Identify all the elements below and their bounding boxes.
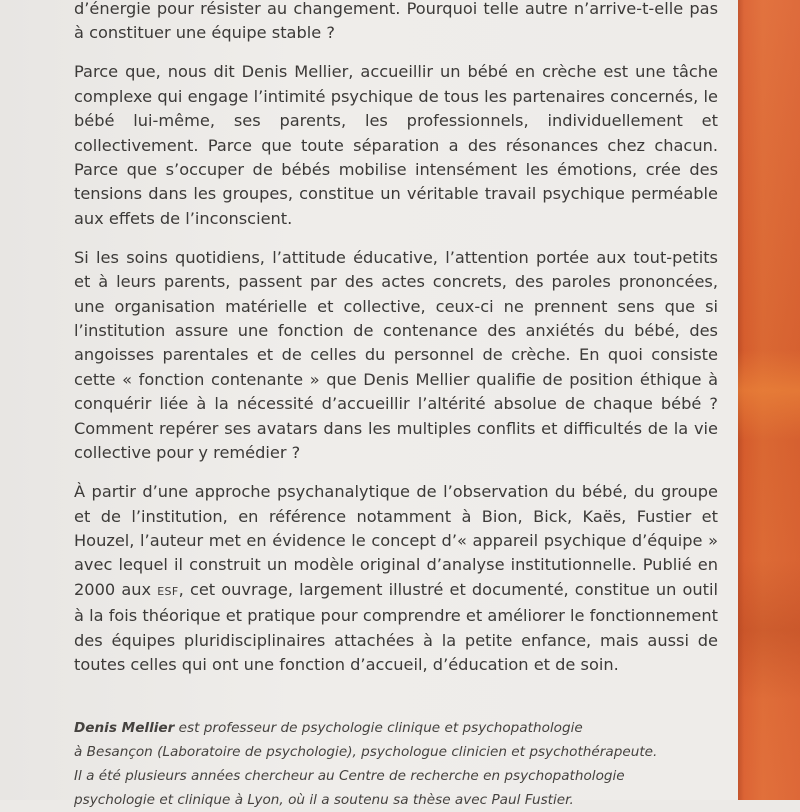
author-name: Denis Mellier bbox=[74, 720, 175, 736]
blurb-text bbox=[74, 0, 718, 692]
paragraph-4-part-1: À partir d’une approche psychanalytique de l’observation du bébé, du groupe et de l’institution, en référence notamment à Bion, Bick, Kaës, Fustier et Houzel, l’auteur met en évidence le concept d’« appareil psychique d’équipe » avec lequel il construit un modèle original d’analyse institutionnelle. Publié en 2000 aux bbox=[74, 482, 718, 599]
paragraph-4 bbox=[74, 480, 718, 677]
paragraph-2: Parce que, nous dit Denis Mellier, accueillir un bébé en crèche est une tâche complexe qui engage l’intimité psychique de tous les partenaires concernés, le bébé lui-même, ses parents, les professionnels, individuellement et collectivement. Parce que toute séparation a des résonances chez chacun. Parce que s’occuper de bébés mobilise intensément les émotions, crée des tensions dans les groupes, constitue un véritable travail psychique perméable aux effets de l’inconscient. bbox=[74, 62, 718, 228]
orange-cover-band bbox=[738, 0, 800, 800]
paragraph-3: Si les soins quotidiens, l’attitude éducative, l’attention portée aux tout-petits et à leurs parents, passent par des actes concrets, des paroles prononcées, une organisation matérielle et collective, ceux-ci ne prennent sens que si l’institution assure une fonction de contenance des anxiétés du bébé, des angoisses parentales et de celles du personnel de crèche. En quoi consiste cette « fonction contenante » que Denis Mellier qualifie de position éthique à conquérir liée à la nécessité d’accueillir l’altérité absolue de chaque bébé ? Comment repérer ses avatars dans les multiples conflits et difficultés de la vie collective pour y remédier ? bbox=[74, 247, 718, 463]
author-bio-line-3: Il a été plusieurs années chercheur au Centre de recherche en psychopathologie bbox=[74, 768, 625, 784]
paragraph-4-part-2: , cet ouvrage, largement illustré et documenté, constitue un outil à la fois théorique et pratique pour comprendre et améliorer le fonctionnement des équipes pluridisciplinaires attachées à la petite enfance, mais aussi de toutes celles qui ont une fonction d’accueil, d’éducation et de soin. bbox=[74, 579, 718, 674]
paragraph-1: d’énergie pour résister au changement. Pourquoi telle autre n’arrive-t-elle pas à constituer une équipe stable ? bbox=[74, 0, 718, 43]
band-dark-stripe bbox=[738, 560, 800, 700]
author-bio-line-1-text: est professeur de psychologie clinique et psychopathologie bbox=[174, 720, 583, 736]
author-bio-line-1 bbox=[74, 716, 724, 740]
author-bio-line-4: psychologie et clinique à Lyon, où il a soutenu sa thèse avec Paul Fustier. bbox=[74, 792, 574, 808]
band-light-stripe bbox=[738, 350, 800, 440]
publisher-abbreviation: ESF bbox=[157, 584, 179, 598]
author-bio bbox=[74, 716, 724, 812]
author-bio-line-2: à Besançon (Laboratoire de psychologie), psychologue clinicien et psychothérapeute. bbox=[74, 744, 658, 760]
